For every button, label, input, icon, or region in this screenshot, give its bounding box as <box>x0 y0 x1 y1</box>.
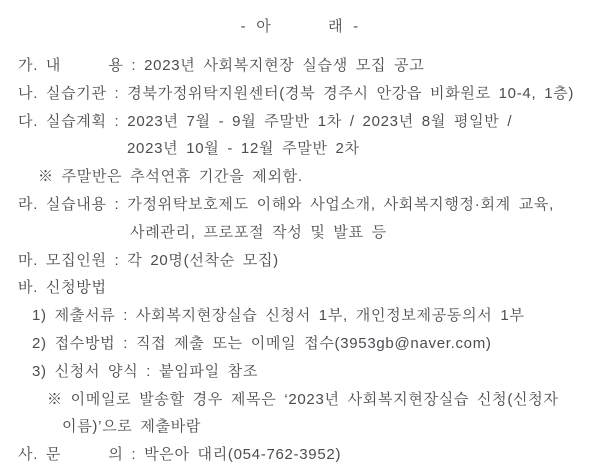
doc-line-contact: 사. 문 의 : 박은아 대리(054-762-3952) <box>18 446 342 464</box>
doc-line-capacity: 마. 모집인원 : 각 20명(선착순 모집) <box>18 251 279 269</box>
document-header-below-label: - 아 래 - <box>240 18 360 35</box>
doc-line-apply-method: 바. 신청방법 <box>18 279 107 297</box>
doc-line-contents: 라. 실습내용 : 가정위탁보호제도 이해와 사업소개, 사회복지행정·회계 교육, <box>18 195 554 213</box>
doc-line-plan-continuation: 2023년 10월 - 12월 주말반 2차 <box>127 140 360 158</box>
doc-line-sub-reception: 2) 접수방법 : 직접 제출 또는 이메일 접수(3953gb@naver.com) <box>32 334 492 352</box>
doc-line-sub-documents: 1) 제출서류 : 사회복지현장실습 신청서 1부, 개인정보제공동의서 1부 <box>32 307 525 325</box>
doc-line-content: 가. 내 용 : 2023년 사회복지현장 실습생 모집 공고 <box>18 57 425 74</box>
doc-line-weekend-note: ※ 주말반은 추석연휴 기간을 제외함. <box>38 168 303 186</box>
doc-line-email-note: ※ 이메일로 발송할 경우 제목은 ‘2023년 사회복지현장실습 신청(신청자 <box>47 390 559 408</box>
document-body <box>0 52 600 468</box>
doc-line-plan: 다. 실습계획 : 2023년 7월 - 9월 주말반 1차 / 2023년 8월 평일반 / <box>18 112 513 130</box>
doc-line-sub-form: 3) 신청서 양식 : 붙임파일 참조 <box>32 362 259 380</box>
doc-line-institution: 나. 실습기관 : 경북가정위탁지원센터(경북 경주시 안강읍 비화원로 10-4, 1층) <box>18 84 575 102</box>
doc-line-contents-cont: 사례관리, 프로포절 작성 및 발표 등 <box>130 223 387 241</box>
doc-line-email-note-cont: 이름)’으로 제출바람 <box>62 418 202 436</box>
